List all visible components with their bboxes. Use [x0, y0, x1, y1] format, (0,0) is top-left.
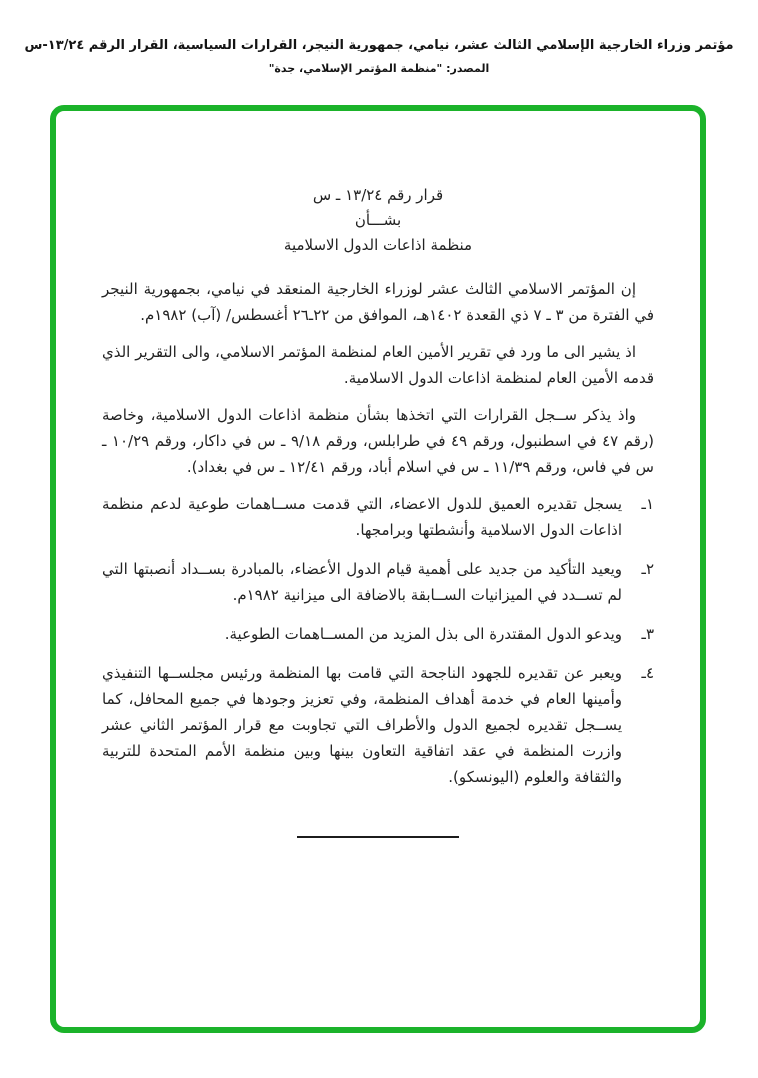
scan-header	[0, 36, 758, 77]
green-border-frame	[50, 105, 706, 1033]
list-item	[102, 660, 654, 790]
preamble-paragraph: إن المؤتمر الاسلامي الثالث عشر لوزراء الخارجية المنعقد في نيامي، بجمهورية النيجر في الفترة من ٣ ـ ٧ ذي القعدة ١٤٠٢هـ، الموافق من ٢٢ـ٢٦ أغسطس/ (آب) ١٩٨٢م.	[102, 280, 654, 324]
preamble-paragraph: اذ يشير الى ما ورد في تقرير الأمين العام لمنظمة المؤتمر الاسلامي، والى التقرير الذي قدمه الأمين العام لمنظمة اذاعات الدول الاسلامية.	[102, 343, 654, 387]
item-number: ٣ـ	[641, 625, 654, 643]
item-number: ٤ـ	[641, 664, 654, 682]
item-number: ١ـ	[641, 495, 654, 513]
item-text: ويدعو الدول المقتدرة الى بذل المزيد من المســاهمات الطوعية.	[224, 625, 622, 643]
closing-divider	[297, 836, 459, 838]
preamble-paragraph: واذ يذكر ســجل القرارات التي اتخذها بشأن منظمة اذاعات الدول الاسلامية، وخاصة (رقم ٤٧ في اسطنبول، ورقم ٤٩ في طرابلس، ورقم ٩/١٨ ـ س في داكار، ورقم ١٠/٢٩ ـ س في فاس، ورقم ١١/٣٩ ـ س في اسلام أباد، ورقم ١٢/٤١ ـ س في بغداد).	[102, 406, 655, 476]
item-text: يسجل تقديره العميق للدول الاعضاء، التي قدمت مســاهمات طوعية لدعم منظمة اذاعات الدول الاسلامية وأنشطتها وبرامجها.	[102, 495, 622, 539]
list-item	[102, 621, 654, 647]
item-text: ويعيد التأكيد من جديد على أهمية قيام الدول الأعضاء، بالمبادرة بســداد أنصبتها التي لم تســدد في الميزانيات الســابقة بالاضافة الى ميزانية ١٩٨٢م.	[102, 560, 622, 604]
item-number: ٢ـ	[641, 560, 654, 578]
conference-reference-line: مؤتمر وزراء الخارجية الإسلامي الثالث عشر، نيامي، جمهورية النيجر، القرارات السياسية، القرار الرقم ١٣/٢٤-س	[24, 38, 734, 53]
resolution-concerning-line: بشـــأن	[354, 211, 402, 229]
source-line: المصدر: "منظمة المؤتمر الإسلامي، جدة"	[268, 62, 490, 75]
item-text: ويعبر عن تقديره للجهود الناجحة التي قامت بها المنظمة ورئيس مجلســها التنفيذي وأمينها العام في خدمة أهداف المنظمة، وفي تعزيز وجودها في جميع المحافل، كما يســجل تقديره لجميع الدول والأطراف التي تجاوبت مع قرار المؤتمر الثاني عشر وازرت المنظمة في عقد اتفاقية التعاون بينها وبين منظمة الأمم المتحدة للتربية والثقافة والعلوم (اليونسكو).	[102, 664, 622, 786]
resolution-body	[56, 111, 700, 838]
resolution-title	[102, 183, 654, 258]
list-item	[102, 491, 654, 543]
resolution-number-line: قرار رقم ١٣/٢٤ ـ س	[312, 186, 444, 204]
operative-items	[102, 491, 654, 790]
resolution-subject-line: منظمة اذاعات الدول الاسلامية	[283, 236, 473, 254]
list-item	[102, 556, 654, 608]
